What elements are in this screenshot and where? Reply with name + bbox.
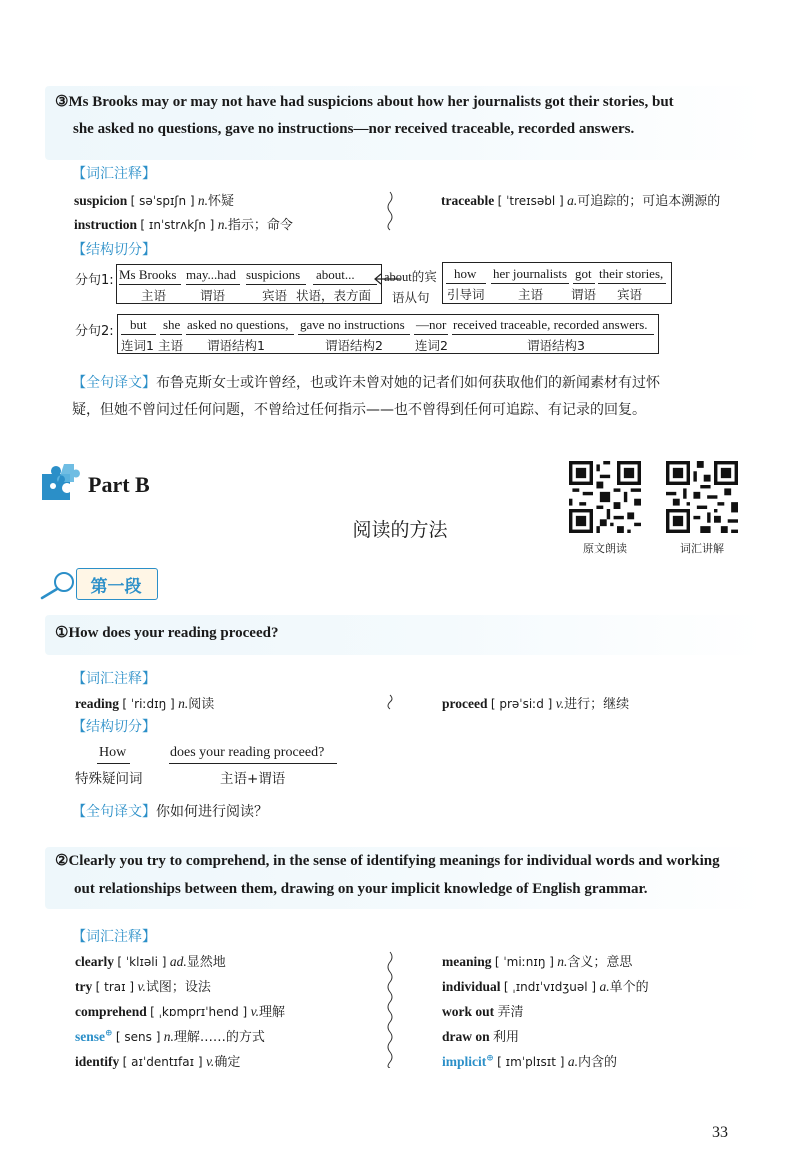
vocab-item-sense	[75, 1026, 265, 1045]
vocab-ipa: [ ˈmiːnɪŋ ]	[494, 955, 554, 969]
key-word-badge: ⊕	[486, 1052, 494, 1063]
clause1-seg-bot: 主语	[518, 287, 544, 302]
puzzle-icon	[40, 462, 84, 502]
clause1-connector-top: about的宾	[384, 270, 437, 284]
vocab-ipa: [ ˈriːdɪŋ ]	[122, 697, 175, 711]
vocab-pos: n.	[197, 193, 209, 208]
arrow-left-icon	[372, 271, 402, 287]
vocab-word: comprehend	[75, 1004, 147, 1019]
vocab-meaning: 怀疑	[208, 194, 235, 209]
vocab-item-instruction	[74, 214, 293, 233]
vocab-word: traceable	[441, 193, 495, 208]
translation-label: 【全句译文】	[72, 375, 156, 391]
clause2-seg-top: received traceable, recorded answers.	[453, 317, 648, 332]
vocab-word: identify	[75, 1054, 120, 1069]
translation-label: 【全句译文】	[72, 804, 156, 820]
vocab-item-identify	[75, 1051, 240, 1070]
vocab-word: clearly	[75, 954, 114, 969]
clause2-label: 分句2:	[75, 324, 114, 339]
sentence-marker: ①	[55, 625, 69, 641]
clause1-seg-top: suspicions	[246, 267, 301, 282]
vocab-meaning: 可追踪的；可追本溯源的	[577, 194, 721, 209]
vocab-meaning: 显然地	[186, 955, 226, 970]
vocab-item-comprehend	[75, 1001, 285, 1020]
vocab-pos: v.	[137, 979, 146, 994]
vocab-word: draw on	[442, 1029, 490, 1044]
clause1-seg-bot: 宾语	[262, 288, 288, 303]
wavy-divider	[386, 950, 394, 1068]
clause1-label: 分句1:	[75, 273, 114, 288]
vocab-item-try	[75, 976, 211, 995]
vocab-meaning: 利用	[493, 1030, 520, 1045]
vocab-meaning: 含义；意思	[567, 955, 633, 970]
vocab-pos: v.	[205, 1054, 215, 1069]
vocab-ipa: [ səˈspɪʃn ]	[130, 194, 195, 208]
vocab-pos: n.	[178, 696, 189, 711]
translation-text: 你如何进行阅读？	[156, 804, 268, 820]
clause2-seg-bot: 谓语结构1	[207, 338, 265, 353]
structure-seg-bot: 特殊疑问词	[75, 771, 143, 787]
clause1-seg-top: her journalists	[493, 266, 568, 281]
wavy-divider	[386, 694, 394, 710]
vocab-ipa: [ ˈtreɪsəbl ]	[497, 194, 564, 208]
vocab-pos: ad.	[169, 954, 187, 969]
structure-seg-top: How	[99, 745, 127, 760]
sentence-marker: ③	[55, 94, 69, 110]
vocab-ipa: [ sens ]	[115, 1030, 161, 1044]
vocab-ipa: [ ˌɪndɪˈvɪdʒuəl ]	[503, 980, 597, 994]
key-word-badge: ⊕	[105, 1027, 113, 1038]
clause2-seg-top: asked no questions,	[187, 317, 289, 332]
vocab-item-draw-on	[442, 1026, 519, 1045]
section-title: 第一段	[90, 577, 142, 597]
vocab-item-meaning	[442, 951, 632, 970]
part-subtitle: 阅读的方法	[352, 519, 448, 541]
structure-label: 【结构切分】	[72, 242, 156, 258]
qr-code-reading[interactable]	[569, 461, 641, 533]
clause2-seg-bot: 主语	[158, 338, 184, 353]
vocab-pos: a.	[567, 1054, 578, 1069]
sentence-text: Clearly you try to comprehend, in the sense of identifying meanings for individual words and working	[68, 853, 720, 869]
clause1-seg-top: their stories,	[599, 266, 664, 281]
vocab-item-suspicion	[74, 190, 234, 209]
vocab-item-clearly	[75, 951, 226, 970]
structure-seg-bot: 主语+谓语	[220, 771, 286, 787]
vocab-ipa: [ prəˈsiːd ]	[490, 697, 553, 711]
sentence-text: How does your reading proceed?	[68, 625, 279, 641]
vocab-item-work-out	[442, 1001, 524, 1020]
sentence-2-line1	[55, 848, 720, 875]
clause1-seg-top: about...	[316, 267, 355, 282]
vocab-ipa: [ ˌkɒmprɪˈhend ]	[150, 1005, 248, 1019]
vocab-word: instruction	[74, 217, 138, 232]
translation-line1	[72, 370, 660, 397]
vocab-ipa: [ ˈklɪəli ]	[117, 955, 167, 969]
translation-line2: 疑，但她不曾问过任何问题，不曾给过任何指示——也不曾得到任何可追踪、有记录的回复。	[72, 402, 646, 418]
vocab-item-individual	[442, 976, 649, 995]
vocab-item-proceed	[442, 693, 629, 712]
translation-text: 布鲁克斯女士或许曾经，也或许未曾对她的记者们如何获取他们的新闻素材有过怀	[156, 375, 660, 391]
vocab-meaning: 弄清	[497, 1005, 524, 1020]
vocab-word: implicit	[442, 1054, 487, 1069]
vocab-word: individual	[442, 979, 501, 994]
page-number: 33	[712, 1124, 728, 1141]
sentence-1	[55, 620, 278, 647]
qr1-caption: 原文朗读	[583, 542, 627, 555]
clause2-seg-bot: 连词2	[415, 338, 448, 353]
vocab-word: work out	[442, 1004, 495, 1019]
clause1-seg-top: got	[575, 266, 592, 281]
vocab-meaning: 确定	[214, 1055, 241, 1070]
vocab-meaning: 试图；设法	[145, 980, 211, 995]
clause1-seg-bot: 状语，表方面	[296, 288, 372, 303]
clause1-seg-top: Ms Brooks	[119, 267, 177, 282]
clause2-seg-bot: 连词1	[121, 338, 154, 353]
magnifier-icon	[38, 570, 78, 600]
vocab-meaning: 指示；命令	[227, 218, 293, 233]
clause1-seg-bot: 引导词	[447, 287, 485, 302]
vocab-pos: n.	[557, 954, 568, 969]
clause1-connector-bot: 语从句	[392, 290, 430, 305]
vocab-word: reading	[75, 696, 120, 711]
vocab-item-implicit	[442, 1051, 617, 1070]
vocab-meaning: 进行；继续	[564, 697, 630, 712]
clause1-seg-bot: 谓语	[571, 287, 597, 302]
qr-code-vocab[interactable]	[666, 461, 738, 533]
vocab-label: 【词汇注释】	[72, 671, 156, 687]
sentence-text: Ms Brooks may or may not have had suspicions about how her journalists got their stories, but	[68, 94, 674, 110]
structure-label: 【结构切分】	[72, 719, 156, 735]
vocab-pos: a.	[599, 979, 610, 994]
clause1-seg-top: how	[454, 266, 477, 281]
vocab-meaning: 内含的	[577, 1055, 617, 1070]
vocab-item-reading	[75, 693, 214, 712]
clause2-seg-top: —nor	[416, 317, 447, 332]
sentence-2-line2: out relationships between them, drawing on your implicit knowledge of English grammar.	[74, 881, 648, 897]
clause2-seg-bot: 谓语结构2	[325, 338, 383, 353]
clause2-seg-top: but	[130, 317, 147, 332]
vocab-word: suspicion	[74, 193, 128, 208]
vocab-meaning: 理解……的方式	[173, 1030, 265, 1045]
qr2-caption: 词汇讲解	[680, 542, 724, 555]
clause2-seg-top: she	[163, 317, 181, 332]
vocab-item-traceable	[441, 190, 720, 209]
vocab-ipa: [ ɪnˈstrʌkʃn ]	[140, 218, 215, 232]
part-title: Part B	[88, 472, 150, 497]
vocab-ipa: [ ɪmˈplɪsɪt ]	[497, 1055, 565, 1069]
vocab-label: 【词汇注释】	[72, 166, 156, 182]
vocab-word: meaning	[442, 954, 492, 969]
clause1-seg-bot: 宾语	[617, 287, 643, 302]
vocab-pos: n.	[217, 217, 228, 232]
vocab-pos: v.	[250, 1004, 259, 1019]
sentence-3-line2: she asked no questions, gave no instructions—nor received traceable, recorded answers.	[73, 121, 635, 137]
vocab-pos: v.	[555, 696, 565, 711]
clause1-seg-bot: 谓语	[200, 288, 226, 303]
sentence-3-line1	[55, 89, 775, 116]
structure-seg-top: does your reading proceed?	[170, 745, 325, 760]
vocab-pos: n.	[163, 1029, 174, 1044]
vocab-word: try	[75, 979, 93, 994]
vocab-meaning: 单个的	[609, 980, 649, 995]
vocab-word: proceed	[442, 696, 488, 711]
vocab-label: 【词汇注释】	[72, 929, 156, 945]
vocab-meaning: 阅读	[188, 697, 215, 712]
wavy-divider	[386, 190, 394, 232]
vocab-pos: a.	[567, 193, 578, 208]
clause1-seg-top: may...had	[186, 267, 237, 282]
translation-2	[72, 801, 268, 821]
clause2-seg-bot: 谓语结构3	[527, 338, 585, 353]
vocab-ipa: [ aɪˈdentɪfaɪ ]	[122, 1055, 203, 1069]
sentence-marker: ②	[55, 853, 69, 869]
vocab-word: sense	[75, 1029, 105, 1044]
clause2-seg-top: gave no instructions	[300, 317, 405, 332]
clause1-seg-bot: 主语	[141, 288, 167, 303]
vocab-ipa: [ traɪ ]	[95, 980, 135, 994]
vocab-meaning: 理解	[258, 1005, 285, 1020]
